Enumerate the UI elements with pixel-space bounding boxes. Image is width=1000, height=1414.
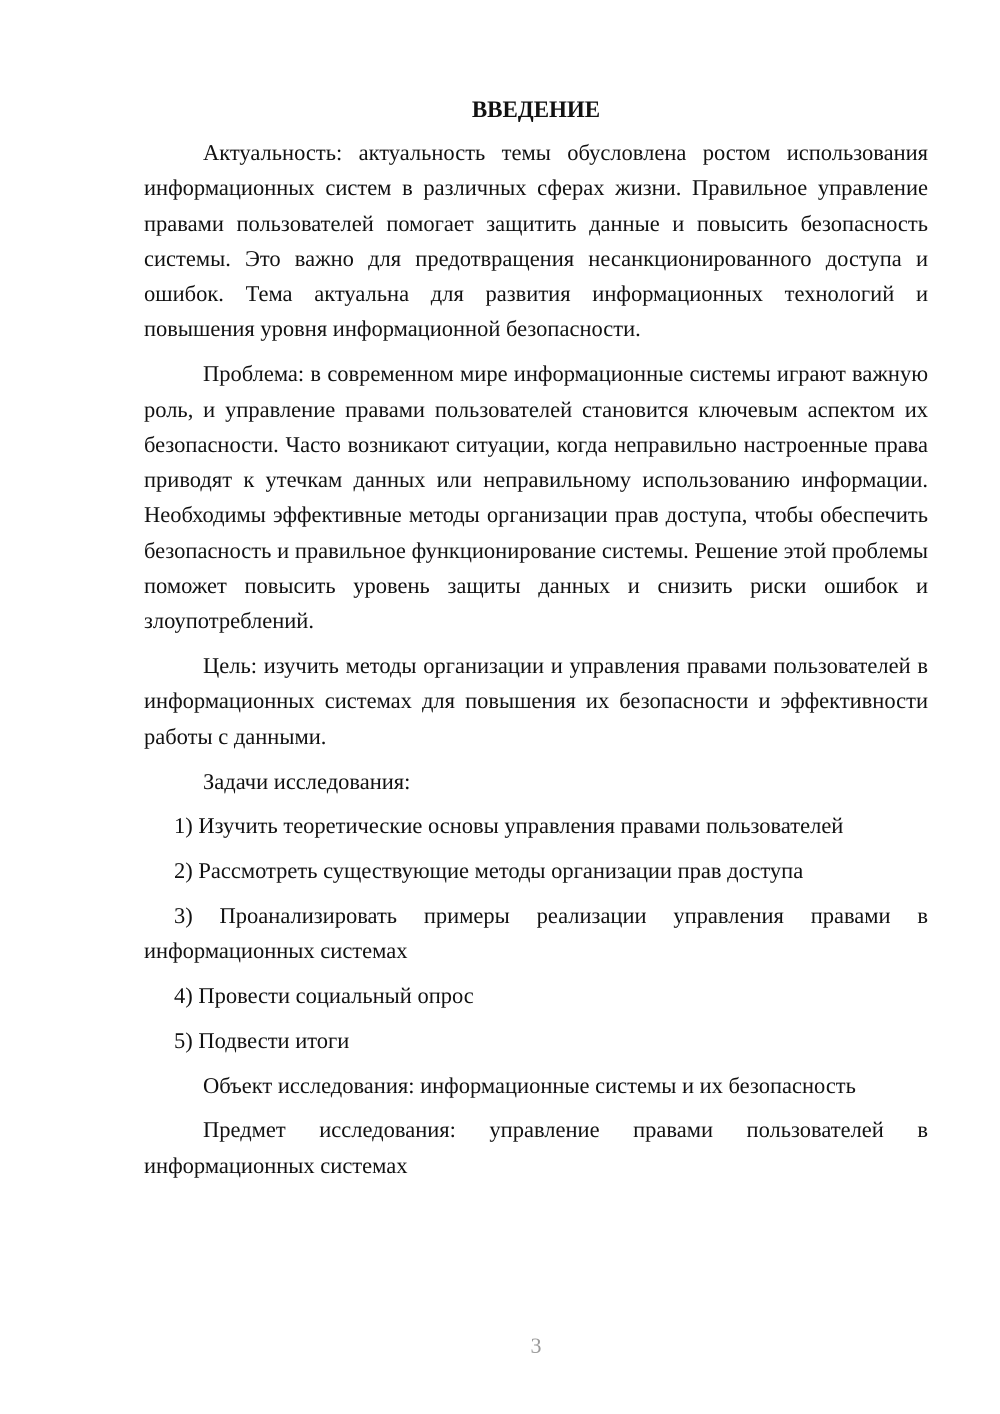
- paragraph-goal: Цель: изучить методы организации и управления правами пользователей в информационных системах для повышения их безопасности и эффективности работы с данными.: [144, 653, 928, 749]
- paragraph-tasks-title: Задачи исследования:: [203, 768, 411, 794]
- document-page: [144, 92, 928, 1193]
- task-item-4: 4) Провести социальный опрос: [174, 983, 474, 1009]
- paragraph-problem: Проблема: в современном мире информационные системы играют важную роль, и управление правами пользователей становится ключевым аспектом их безопасности. Часто возникают ситуации, когда неправильно настроенные права приводят к утечкам данных или неправильному использованию информации. Необходимы эффективные методы организации прав доступа, чтобы обеспечить безопасность и правильное функционирование системы. Решение этой проблемы поможет повысить уровень защиты данных и снизить риски ошибок и злоупотреблений.: [144, 361, 928, 634]
- task-item-5: 5) Подвести итоги: [174, 1027, 350, 1053]
- task-item-2: 2) Рассмотреть существующие методы организации прав доступа: [174, 858, 804, 884]
- task-item-1: 1) Изучить теоретические основы управления правами пользователей: [174, 813, 844, 839]
- paragraph-subject: Предмет исследования: управление правами пользователей в информационных системах: [144, 1117, 928, 1178]
- section-heading: ВВЕДЕНИЕ: [471, 97, 601, 122]
- paragraph-object: Объект исследования: информационные системы и их безопасность: [203, 1072, 856, 1098]
- task-item-3: 3) Проанализировать примеры реализации управления правами в информационных системах: [144, 902, 928, 964]
- page-number: 3: [530, 1333, 542, 1358]
- paragraph-relevance: Актуальность: актуальность темы обусловлена ростом использования информационных систем в различных сферах жизни. Правильное управление правами пользователей помогает защитить данные и повысить безопасность системы. Это важно для предотвращения несанкционированного доступа и ошибок. Тема актуальна для развития информационных технологий и повышения уровня информационной безопасности.: [144, 140, 928, 342]
